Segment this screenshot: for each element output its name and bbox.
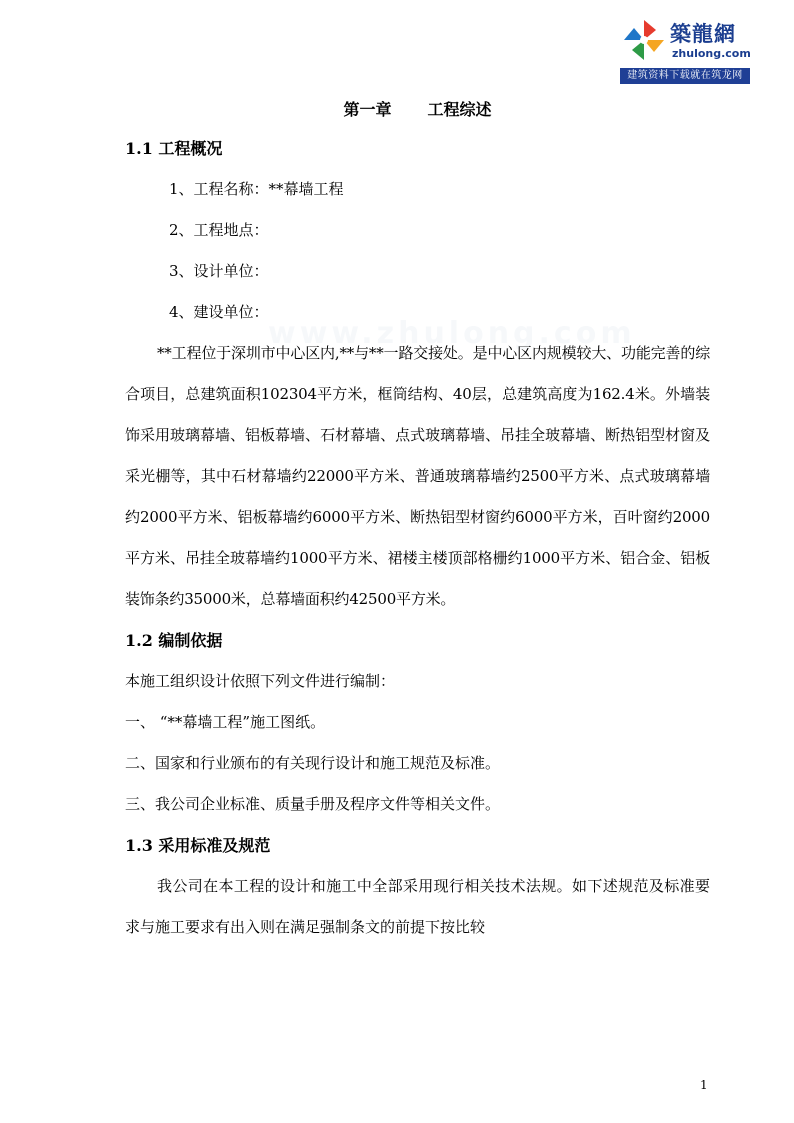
- project-name-item: 1、工程名称：**幕墙工程: [169, 180, 344, 198]
- section-heading-1-1: 1.1 工程概况: [125, 139, 223, 158]
- logo-name-cn: 築龍網: [670, 21, 736, 46]
- design-unit-item: 3、设计单位：: [169, 262, 269, 280]
- chapter-name: 工程综述: [427, 100, 492, 119]
- basis-item-2: 二、国家和行业颁布的有关现行设计和施工规范及标准。: [125, 754, 501, 772]
- pinwheel-logo-icon: [622, 18, 666, 62]
- chapter-number: 第一章: [343, 100, 392, 119]
- project-location-item: 2、工程地点：: [169, 221, 269, 239]
- section-heading-1-2: 1.2 编制依据: [125, 631, 223, 650]
- basis-intro: 本施工组织设计依照下列文件进行编制：: [125, 672, 396, 690]
- zhulong-logo: [616, 14, 752, 88]
- page-number: 1: [700, 1078, 708, 1092]
- logo-domain: zhulong.com: [672, 47, 751, 60]
- project-overview-paragraph: **工程位于深圳市中心区内,**与**一路交接处。是中心区内规模较大、功能完善的综合项目，总建筑面积102304平方米，框筒结构、40层，总建筑高度为162.4米。外墙装饰采用玻璃幕墙、铝板幕墙、石材幕墙、点式玻璃幕墙、吊挂全玻幕墙、断热铝型材窗及采光棚等，其中石材幕墙约22000平方米、普通玻璃幕墙约2500平方米、点式玻璃幕墙约2000平方米、铝板幕墙约6000平方米、断热铝型材窗约6000平方米，百叶窗约2000平方米、吊挂全玻幕墙约1000平方米、裙楼主楼顶部格栅约1000平方米、铝合金、铝板装饰条约35000米，总幕墙面积约42500平方米。: [125, 344, 710, 608]
- basis-item-1: 一、 “**幕墙工程”施工图纸。: [125, 713, 326, 731]
- logo-tagline: 建筑资料下载就在筑龙网: [620, 68, 750, 84]
- standards-paragraph: 我公司在本工程的设计和施工中全部采用现行相关技术法规。如下述规范及标准要求与施工要求有出入则在满足强制条文的前提下按比较: [125, 877, 710, 936]
- construction-unit-item: 4、建设单位：: [169, 303, 269, 321]
- page-content: [125, 92, 710, 948]
- watermark: www.zhulong.com: [268, 316, 636, 351]
- basis-item-3: 三、我公司企业标准、质量手册及程序文件等相关文件。: [125, 795, 501, 813]
- section-heading-1-3: 1.3 采用标准及规范: [125, 836, 271, 855]
- chapter-title: [125, 92, 710, 128]
